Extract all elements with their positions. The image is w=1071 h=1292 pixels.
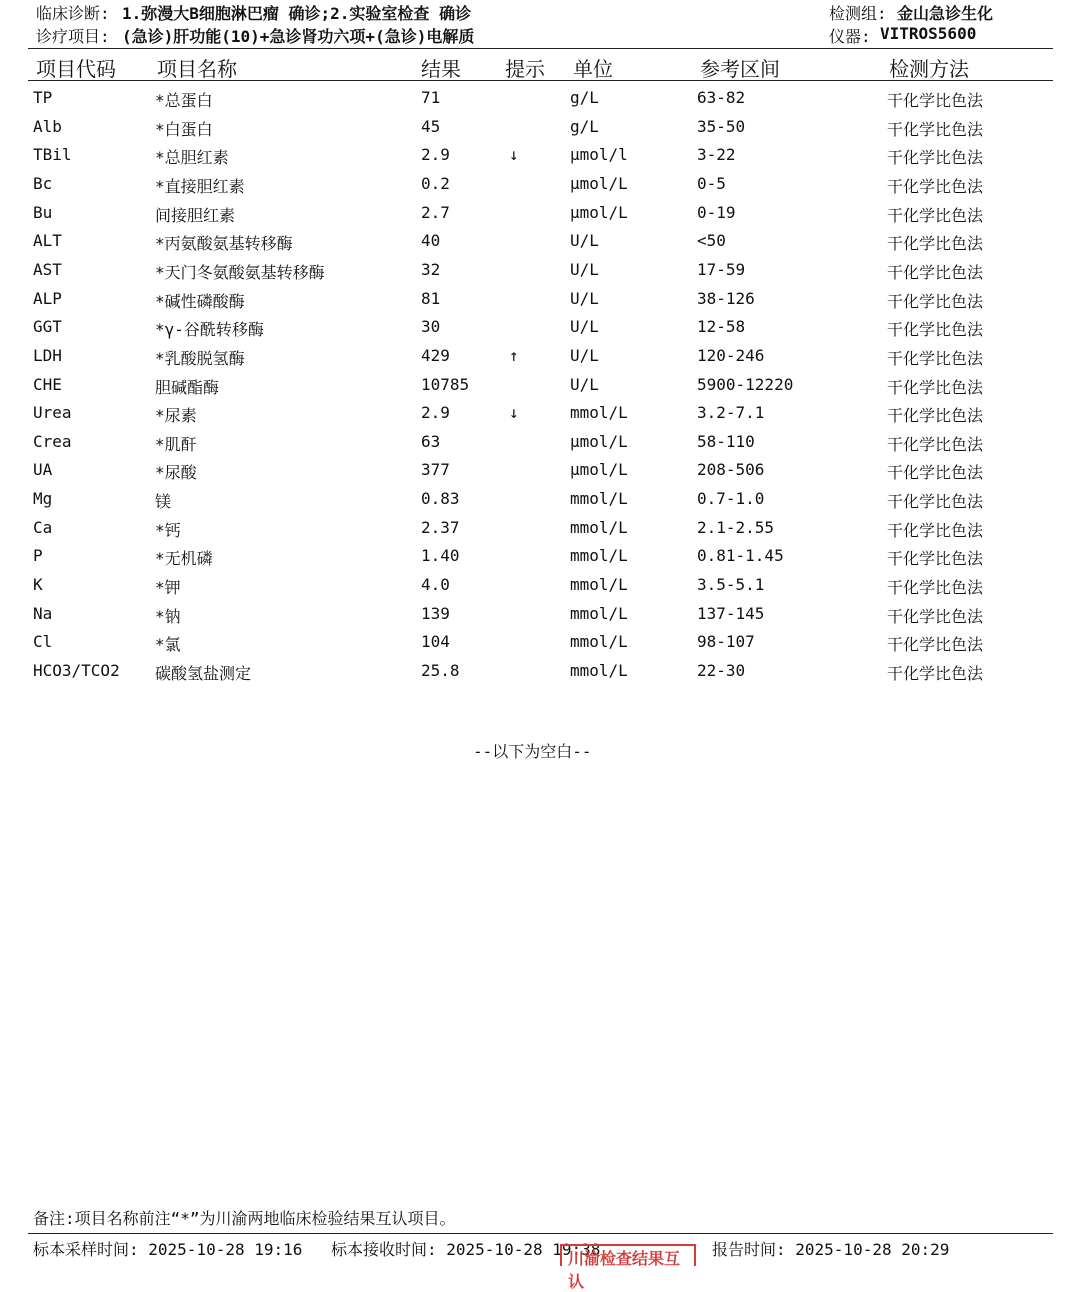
col-header-range: 参考区间 bbox=[700, 57, 780, 81]
cell-code: Cl bbox=[33, 632, 53, 652]
cell-unit: mmol/L bbox=[570, 575, 628, 595]
instrument-label: 仪器: bbox=[829, 27, 871, 46]
cell-method: 干化学比色法 bbox=[887, 434, 984, 454]
cell-result: 139 bbox=[421, 603, 450, 623]
cell-range: 35-50 bbox=[697, 116, 746, 136]
cell-result: 71 bbox=[421, 88, 441, 107]
cell-method: 干化学比色法 bbox=[887, 406, 984, 426]
cell-unit: U/L bbox=[570, 288, 599, 308]
cell-flag: ↑ bbox=[509, 345, 519, 365]
cell-code: Mg bbox=[33, 489, 53, 509]
cell-result: 1.40 bbox=[421, 546, 460, 566]
cell-unit: μmol/l bbox=[570, 145, 628, 165]
cell-name: *无机磷 bbox=[155, 549, 213, 569]
instrument-value: VITROS5600 bbox=[880, 24, 977, 43]
cell-name: 碳酸氢盐测定 bbox=[155, 664, 252, 683]
cell-result: 377 bbox=[421, 460, 450, 480]
cell-range: 22-30 bbox=[697, 661, 746, 680]
cell-name: *γ-谷酰转移酶 bbox=[155, 320, 264, 340]
cell-method: 干化学比色法 bbox=[887, 492, 984, 512]
cell-method: 干化学比色法 bbox=[887, 205, 984, 225]
cell-method: 干化学比色法 bbox=[887, 664, 984, 683]
cell-unit: U/L bbox=[570, 374, 599, 394]
cell-method: 干化学比色法 bbox=[887, 635, 984, 655]
cell-range: 3.2-7.1 bbox=[697, 403, 765, 423]
cell-method: 干化学比色法 bbox=[887, 234, 984, 254]
col-header-flag: 提示 bbox=[505, 57, 545, 81]
cell-range: 0-19 bbox=[697, 202, 736, 222]
cell-result: 30 bbox=[421, 317, 441, 337]
cell-range: 38-126 bbox=[697, 288, 755, 308]
cell-range: 2.1-2.55 bbox=[697, 517, 775, 537]
cell-code: AST bbox=[33, 259, 62, 279]
cell-result: 104 bbox=[421, 632, 450, 652]
cell-method: 干化学比色法 bbox=[887, 119, 984, 139]
mutual-recognition-stamp: 川渝检查结果互认 bbox=[560, 1244, 696, 1266]
cell-code: ALT bbox=[33, 231, 62, 251]
sample-time: 标本采样时间: 2025-10-28 19:16 bbox=[33, 1240, 303, 1259]
cell-range: 3.5-5.1 bbox=[697, 575, 765, 595]
cell-code: Ca bbox=[33, 517, 53, 537]
cell-range: 63-82 bbox=[697, 88, 746, 107]
cell-result: 32 bbox=[421, 259, 441, 279]
cell-unit: U/L bbox=[570, 259, 599, 279]
cell-unit: U/L bbox=[570, 317, 599, 337]
cell-range: 0-5 bbox=[697, 173, 726, 193]
cell-name: *氯 bbox=[155, 635, 181, 655]
diagnosis-label: 临床诊断: bbox=[36, 4, 110, 23]
cell-result: 2.7 bbox=[421, 202, 450, 222]
cell-code: Urea bbox=[33, 403, 72, 423]
header-top-rule bbox=[28, 48, 1053, 49]
cell-name: *总胆红素 bbox=[155, 148, 229, 168]
cell-range: 98-107 bbox=[697, 632, 755, 652]
cell-unit: g/L bbox=[570, 88, 599, 107]
col-header-code: 项目代码 bbox=[36, 57, 116, 81]
cell-name: *天门冬氨酸氨基转移酶 bbox=[155, 262, 325, 282]
cell-method: 干化学比色法 bbox=[887, 348, 984, 368]
footer-note: 备注:项目名称前注“*”为川渝两地临床检验结果互认项目。 bbox=[33, 1209, 456, 1228]
col-header-result: 结果 bbox=[421, 57, 461, 81]
cell-unit: mmol/L bbox=[570, 661, 628, 680]
cell-code: Na bbox=[33, 603, 53, 623]
cell-range: 137-145 bbox=[697, 603, 765, 623]
col-header-name: 项目名称 bbox=[157, 57, 237, 81]
cell-range: 58-110 bbox=[697, 431, 755, 451]
cell-name: *总蛋白 bbox=[155, 91, 213, 110]
col-header-unit: 单位 bbox=[573, 57, 613, 81]
cell-result: 429 bbox=[421, 345, 450, 365]
header-bottom-rule bbox=[28, 80, 1053, 81]
cell-unit: g/L bbox=[570, 116, 599, 136]
cell-code: Alb bbox=[33, 116, 62, 136]
cell-method: 干化学比色法 bbox=[887, 606, 984, 626]
cell-unit: μmol/L bbox=[570, 460, 628, 480]
cell-range: <50 bbox=[697, 231, 726, 251]
cell-result: 40 bbox=[421, 231, 441, 251]
cell-name: *白蛋白 bbox=[155, 119, 213, 139]
cell-unit: mmol/L bbox=[570, 517, 628, 537]
receive-time: 标本接收时间: 2025-10-28 19:38 bbox=[331, 1240, 601, 1259]
cell-code: UA bbox=[33, 460, 53, 480]
cell-range: 120-246 bbox=[697, 345, 765, 365]
report-time: 报告时间: 2025-10-28 20:29 bbox=[712, 1240, 950, 1259]
cell-code: ALP bbox=[33, 288, 62, 308]
footer-rule bbox=[28, 1233, 1053, 1234]
cell-code: Bu bbox=[33, 202, 53, 222]
cell-result: 0.2 bbox=[421, 173, 450, 193]
cell-method: 干化学比色法 bbox=[887, 262, 984, 282]
cell-method: 干化学比色法 bbox=[887, 377, 984, 397]
cell-result: 25.8 bbox=[421, 661, 460, 680]
cell-result: 10785 bbox=[421, 374, 470, 394]
cell-range: 5900-12220 bbox=[697, 374, 794, 394]
cell-code: Bc bbox=[33, 173, 53, 193]
cell-code: LDH bbox=[33, 345, 62, 365]
items-value: (急诊)肝功能(10)+急诊肾功六项+(急诊)电解质 bbox=[122, 27, 475, 46]
cell-name: *乳酸脱氢酶 bbox=[155, 348, 245, 368]
cell-result: 45 bbox=[421, 116, 441, 136]
cell-result: 81 bbox=[421, 288, 441, 308]
cell-name: *钾 bbox=[155, 578, 181, 598]
cell-code: Crea bbox=[33, 431, 72, 451]
cell-range: 12-58 bbox=[697, 317, 746, 337]
cell-code: TP bbox=[33, 88, 53, 107]
cell-range: 3-22 bbox=[697, 145, 736, 165]
blank-marker: --以下为空白-- bbox=[473, 742, 592, 761]
cell-code: K bbox=[33, 575, 43, 595]
cell-method: 干化学比色法 bbox=[887, 549, 984, 569]
col-header-method: 检测方法 bbox=[889, 57, 969, 81]
cell-name: 胆碱酯酶 bbox=[155, 377, 220, 397]
cell-code: P bbox=[33, 546, 43, 566]
cell-result: 2.9 bbox=[421, 403, 450, 423]
cell-unit: μmol/L bbox=[570, 431, 628, 451]
cell-name: *钠 bbox=[155, 606, 181, 626]
cell-unit: μmol/L bbox=[570, 173, 628, 193]
cell-method: 干化学比色法 bbox=[887, 148, 984, 168]
cell-method: 干化学比色法 bbox=[887, 578, 984, 598]
cell-name: *直接胆红素 bbox=[155, 176, 245, 196]
cell-result: 63 bbox=[421, 431, 441, 451]
cell-name: 间接胆红素 bbox=[155, 205, 236, 225]
cell-name: *丙氨酸氨基转移酶 bbox=[155, 234, 293, 254]
cell-method: 干化学比色法 bbox=[887, 291, 984, 311]
cell-name: *尿素 bbox=[155, 406, 197, 426]
items-label: 诊疗项目: bbox=[36, 27, 110, 46]
cell-result: 2.9 bbox=[421, 145, 450, 165]
cell-flag: ↓ bbox=[509, 145, 519, 165]
cell-method: 干化学比色法 bbox=[887, 463, 984, 483]
cell-method: 干化学比色法 bbox=[887, 176, 984, 196]
cell-range: 208-506 bbox=[697, 460, 765, 480]
cell-code: CHE bbox=[33, 374, 62, 394]
cell-unit: U/L bbox=[570, 345, 599, 365]
cell-name: *钙 bbox=[155, 520, 181, 540]
cell-unit: mmol/L bbox=[570, 632, 628, 652]
cell-result: 4.0 bbox=[421, 575, 450, 595]
cell-name: *肌酐 bbox=[155, 434, 197, 454]
cell-code: HCO3/TCO2 bbox=[33, 661, 120, 680]
diagnosis-value: 1.弥漫大B细胞淋巴瘤 确诊;2.实验室检查 确诊 bbox=[122, 4, 472, 23]
cell-unit: mmol/L bbox=[570, 603, 628, 623]
cell-code: TBil bbox=[33, 145, 72, 165]
cell-name: *碱性磷酸酶 bbox=[155, 291, 245, 311]
group-value: 金山急诊生化 bbox=[897, 4, 994, 23]
cell-unit: mmol/L bbox=[570, 403, 628, 423]
cell-range: 17-59 bbox=[697, 259, 746, 279]
cell-unit: mmol/L bbox=[570, 489, 628, 509]
cell-unit: mmol/L bbox=[570, 546, 628, 566]
cell-range: 0.81-1.45 bbox=[697, 546, 784, 566]
cell-result: 2.37 bbox=[421, 517, 460, 537]
cell-flag: ↓ bbox=[509, 403, 519, 423]
cell-name: 镁 bbox=[155, 492, 172, 512]
cell-name: *尿酸 bbox=[155, 463, 197, 483]
cell-method: 干化学比色法 bbox=[887, 320, 984, 340]
cell-unit: U/L bbox=[570, 231, 599, 251]
cell-method: 干化学比色法 bbox=[887, 91, 984, 110]
group-label: 检测组: bbox=[829, 4, 887, 23]
cell-unit: μmol/L bbox=[570, 202, 628, 222]
cell-code: GGT bbox=[33, 317, 62, 337]
cell-result: 0.83 bbox=[421, 489, 460, 509]
cell-method: 干化学比色法 bbox=[887, 520, 984, 540]
cell-range: 0.7-1.0 bbox=[697, 489, 765, 509]
